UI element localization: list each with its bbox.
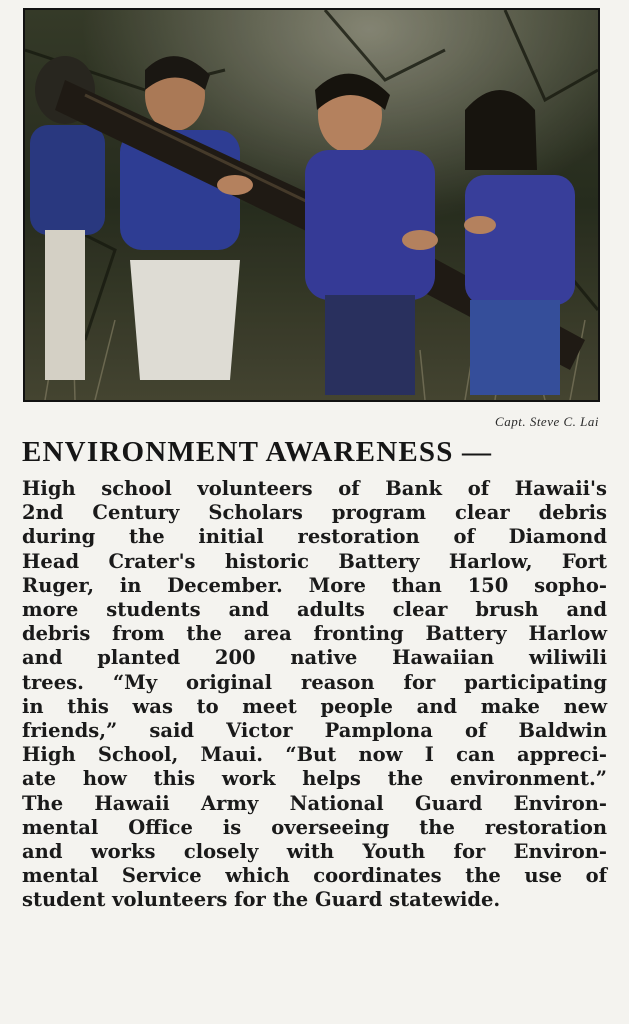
body-line: and planted 200 native Hawaiian wiliwili <box>22 646 607 670</box>
headline: ENVIRONMENT AWARENESS — <box>22 436 493 468</box>
body-line: ate how this work helps the environment.” <box>22 767 607 791</box>
body-line: Ruger, in December. More than 150 sopho- <box>22 573 607 597</box>
news-photo <box>23 8 600 402</box>
body-line: student volunteers for the Guard statewide. <box>22 888 501 912</box>
body-line: Head Crater's historic Battery Harlow, Fort <box>22 549 607 573</box>
body-line: mental Service which coordinates the use of <box>22 864 607 888</box>
body-line: High school volunteers of Bank of Hawaii's <box>22 477 607 500</box>
body-line: mental Office is overseeing the restoration <box>22 815 607 839</box>
volunteers-photo-image <box>25 10 598 400</box>
photo-credit: Capt. Steve C. Lai <box>495 414 599 429</box>
body-line: 2nd Century Scholars program clear debris <box>22 501 607 525</box>
body-line: The Hawaii Army National Guard Environ- <box>22 791 607 815</box>
body-line: in this was to meet people and make new <box>22 694 607 718</box>
body-line: friends,” said Victor Pamplona of Baldwin <box>22 719 607 743</box>
body-line: trees. “My original reason for participating <box>22 670 607 694</box>
body-line: more students and adults clear brush and <box>22 598 607 622</box>
body-line: and works closely with Youth for Environ- <box>22 840 607 864</box>
body-line: debris from the area fronting Battery Harlow <box>22 622 607 646</box>
body-line: High School, Maui. “But now I can appreci- <box>22 743 607 767</box>
article-body <box>22 477 607 913</box>
body-line: during the initial restoration of Diamond <box>22 525 607 549</box>
